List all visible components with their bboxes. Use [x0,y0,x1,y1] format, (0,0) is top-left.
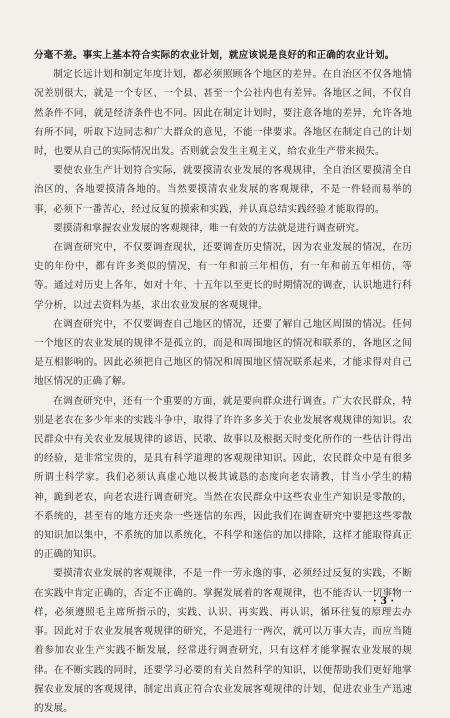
paragraph-1: 分毫不差。事实上基本符合实际的农业计划，就应该说是良好的和正确的农业计划。 [34,50,395,61]
paragraph-4: 要摸清和掌握农业发展的客观规律，唯一有效的方法就是进行调查研究。 [53,222,365,234]
paragraph-2: 制定长远计划和制定年度计划，都必须照顾各个地区的差异。在自治区不仅各地情况差别很大，就是一个专区、一个县、甚至一个公社内也有差异。各地区之间，不仅自然条件不同，就是经济条件也不同。因此在制定计划时，要注意各地的差异，允许各地有所不同，听取下边同志和广大群众的意见，不能一律要求。各地区在制定自己的计划时，也要从自己的实际情况出发。否则就会发生主观主义，给农业生产带来损失。 [34,69,412,158]
paragraph-6: 在调查研究中，不仅要调查自己地区的情况，还要了解自己地区周围的情况。任何一个地区的农业发展的规律不是孤立的，而是和周围地区的情况和联系的，各地区之间是互相影响的。因此必须把自己地区的情况和周围地区情况联系起来，才能求得对自己地区情况的正确了解。 [34,318,412,388]
paragraph-5: 在调查研究中，不仅要调查现状，还要调查历史情况，因为农业发展的情况，在历史的年份中，都有许多类似的情况，有一年和前三年相仿，有一年和前五年相仿，等等。通过对历史上各年，如对十年、十五年以至更长的时期情况的调查，认识地进行科学分析，以过去资料为基，求出农业发展的客观规律。 [34,242,412,311]
paragraph-8: 要摸清农业发展的客观规律，不是一件一劳永逸的事，必须经过反复的实践，不断在实践中肯定正确的，否定不正确的。掌握发展着的客观规律，也不能否认一切事物一样，必须遵照毛主席所指示的，实践、认识、再实践、再认识，循环往复的原理去办事。因此对于农业发展客观规律的研究，不是进行一两次，就可以万事大吉，而应当随着参加农业生产实践不断发展，经常进行调查研究，只有这样才能掌握农业发展的规律。在不断实践的同时，还要学习必要的有关自然科学的知识，以便帮助我们更好地掌握农业发展的客观规律，制定出真正符合农业发展客观规律的计划，促进农业生产迅速的发展。 [34,568,412,714]
paragraph-7: 在调查研究中，还有一个重要的方面，就是要向群众进行调查。广大农民群众，特别是老农在多少年来的实践斗争中，取得了许许多多关于农业发展客观规律的知识。农民群众中有关农业发展规律的谚语、民歌、故事以及根据天时变化所作的一些估计得出的经验，是非常宝贵的，是具有科学道理的客观规律知识。因此，农民群众中是有很多所谓土科学家。我们必须认真虚心地以极其诚恳的态度向老农请教，甘当小学生的精神，跪到老农，向老农进行调查研究。当然在农民群众中这些农业生产知识是零散的，不系统的，甚至有的地方还夹杂一些迷信的东西，因此我们在调查研究中要把这些零散的知识加以集中，不系统的加以系统化，不科学和迷信的加以排除，这样才能取得真正的正确的知识。 [34,395,412,561]
page-number: · 3 · [373,596,394,607]
paragraph-3: 要使农业生产计划符合实际，就要摸清农业发展的客观规律，全自治区要摸清全自治区的，各地要摸清各地的。当然要摸清农业发展的客观规律，不是一件轻而易举的事，必须下一番苦心，经过反复的摸索和实践，并认真总结实践经验才能取得的。 [34,165,412,215]
